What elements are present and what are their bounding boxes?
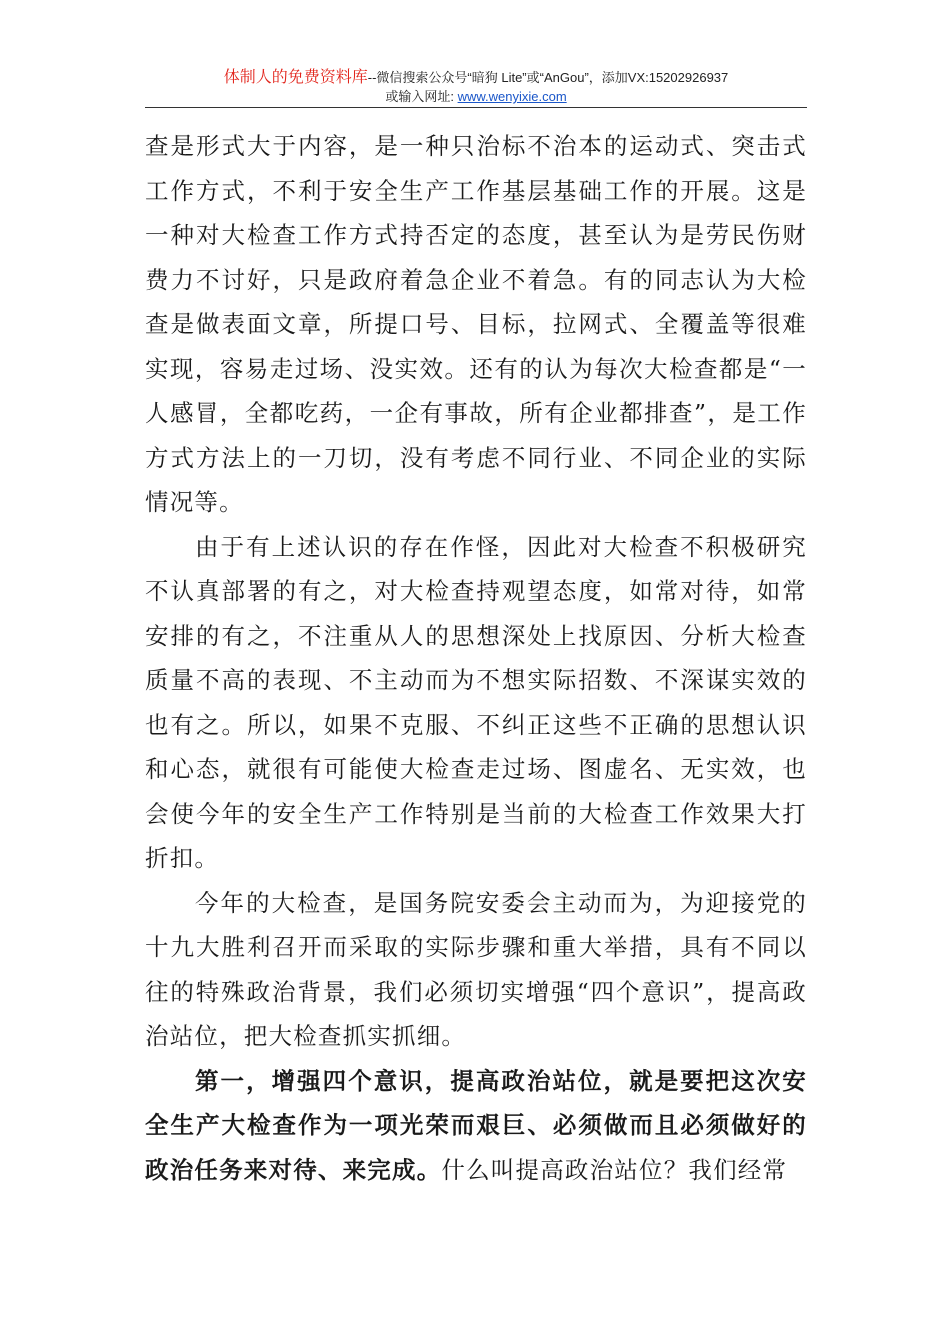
- point-text: 什么叫提高政治站位？我们经常: [441, 1155, 788, 1184]
- point-heading-bold: 第一，增强四个意识，提高政治站位，就是要把这次安全生产大检查作为一项光荣而艰巨、必须做而且必须做好的政治任务来对待、来完成。: [145, 1066, 807, 1184]
- header-contact-info: --微信搜索公众号“暗狗 Lite”或“AnGou”，添加VX:15202926937: [367, 70, 729, 85]
- document-body: [145, 124, 807, 1192]
- paragraph: 今年的大检查，是国务院安委会主动而为，为迎接党的十九大胜利召开而采取的实际步骤和重大举措，具有不同以往的特殊政治背景，我们必须切实增强“四个意识”，提高政治站位，把大检查抓实抓细。: [145, 888, 807, 1050]
- paragraph-continued: 查是形式大于内容，是一种只治标不治本的运动式、突击式工作方式，不利于安全生产工作基层基础工作的开展。这是一种对大检查工作方式持否定的态度，甚至认为是劳民伤财费力不讨好，只是政府着急企业不着急。有的同志认为大检查是做表面文章，所提口号、目标，拉网式、全覆盖等很难实现，容易走过场、没实效。还有的认为每次大检查都是“一人感冒，全都吃药，一企有事故，所有企业都排查”，是工作方式方法上的一刀切，没有考虑不同行业、不同企业的实际情况等。: [145, 132, 807, 516]
- header-url-line: [145, 88, 807, 105]
- brand-name: 体制人的免费资料库: [223, 69, 368, 86]
- page-header: [145, 68, 807, 105]
- paragraph: 由于有上述认识的存在作怪，因此对大检查不积极研究不认真部署的有之，对大检查持观望态度，如常对待，如常安排的有之，不注重从人的思想深处上找原因、分析大检查质量不高的表现、不主动而为不想实际招数、不深谋实效的也有之。所以，如果不克服、不纠正这些不正确的思想认识和心态，就很有可能使大检查走过场、图虚名、无实效，也会使今年的安全生产工作特别是当前的大检查工作效果大打折扣。: [145, 532, 807, 872]
- paragraph-first-point: [145, 1059, 807, 1193]
- website-link[interactable]: www.wenyixie.com: [457, 89, 567, 104]
- header-promo-line: [145, 68, 807, 88]
- header-divider: [145, 107, 807, 108]
- url-prefix: 或输入网址:: [385, 89, 454, 104]
